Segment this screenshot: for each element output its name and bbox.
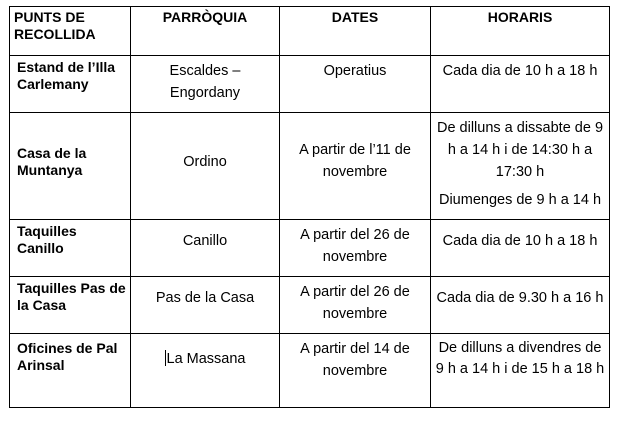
table-row xyxy=(10,220,610,277)
header-dates: DATES xyxy=(280,7,431,56)
horaris-line: Diumenges de 9 h a 14 h xyxy=(438,192,602,208)
horaris-line: De dilluns a divendres de 9 h a 14 h i de 15 h a 18 h xyxy=(435,340,605,377)
punt-cell: Taquilles Pas de la Casa xyxy=(10,277,131,334)
dates-cell: A partir de l’11 de novembre xyxy=(280,113,431,220)
parroquia-cell xyxy=(131,334,280,408)
horaris-cell xyxy=(431,220,610,277)
parroquia-cell: Escaldes – Engordany xyxy=(131,56,280,113)
punt-cell: Casa de la Muntanya xyxy=(10,113,131,220)
parroquia-cell: Ordino xyxy=(131,113,280,220)
table-row xyxy=(10,334,610,408)
table-row xyxy=(10,277,610,334)
punt-cell: Taquilles Canillo xyxy=(10,220,131,277)
header-punts: PUNTS DE RECOLLIDA xyxy=(10,7,131,56)
horaris-line: Cada dia de 10 h a 18 h xyxy=(442,233,598,249)
header-horaris: HORARIS xyxy=(431,7,610,56)
text-cursor xyxy=(165,350,166,366)
collection-points-table xyxy=(9,6,610,408)
table-row xyxy=(10,113,610,220)
horaris-line: De dilluns a dissabte de 9 h a 14 h i de 14:30 h a 17:30 h xyxy=(436,120,604,180)
parroquia-cell: Canillo xyxy=(131,220,280,277)
dates-cell: Operatius xyxy=(280,56,431,113)
punt-cell: Estand de l’Illa Carlemany xyxy=(10,56,131,113)
dates-cell: A partir del 14 de novembre xyxy=(280,334,431,408)
table-row xyxy=(10,56,610,113)
horaris-cell xyxy=(431,334,610,408)
header-parroquia: PARRÒQUIA xyxy=(131,7,280,56)
dates-cell: A partir del 26 de novembre xyxy=(280,220,431,277)
horaris-line: Cada dia de 10 h a 18 h xyxy=(442,63,598,79)
parroquia-cell: Pas de la Casa xyxy=(131,277,280,334)
dates-cell: A partir del 26 de novembre xyxy=(280,277,431,334)
horaris-cell xyxy=(431,113,610,220)
horaris-cell xyxy=(431,56,610,113)
punt-cell: Oficines de Pal Arinsal xyxy=(10,334,131,408)
header-row xyxy=(10,7,610,56)
horaris-cell xyxy=(431,277,610,334)
horaris-line: Cada dia de 9.30 h a 16 h xyxy=(436,290,604,306)
parroquia-text: La Massana xyxy=(166,351,246,367)
